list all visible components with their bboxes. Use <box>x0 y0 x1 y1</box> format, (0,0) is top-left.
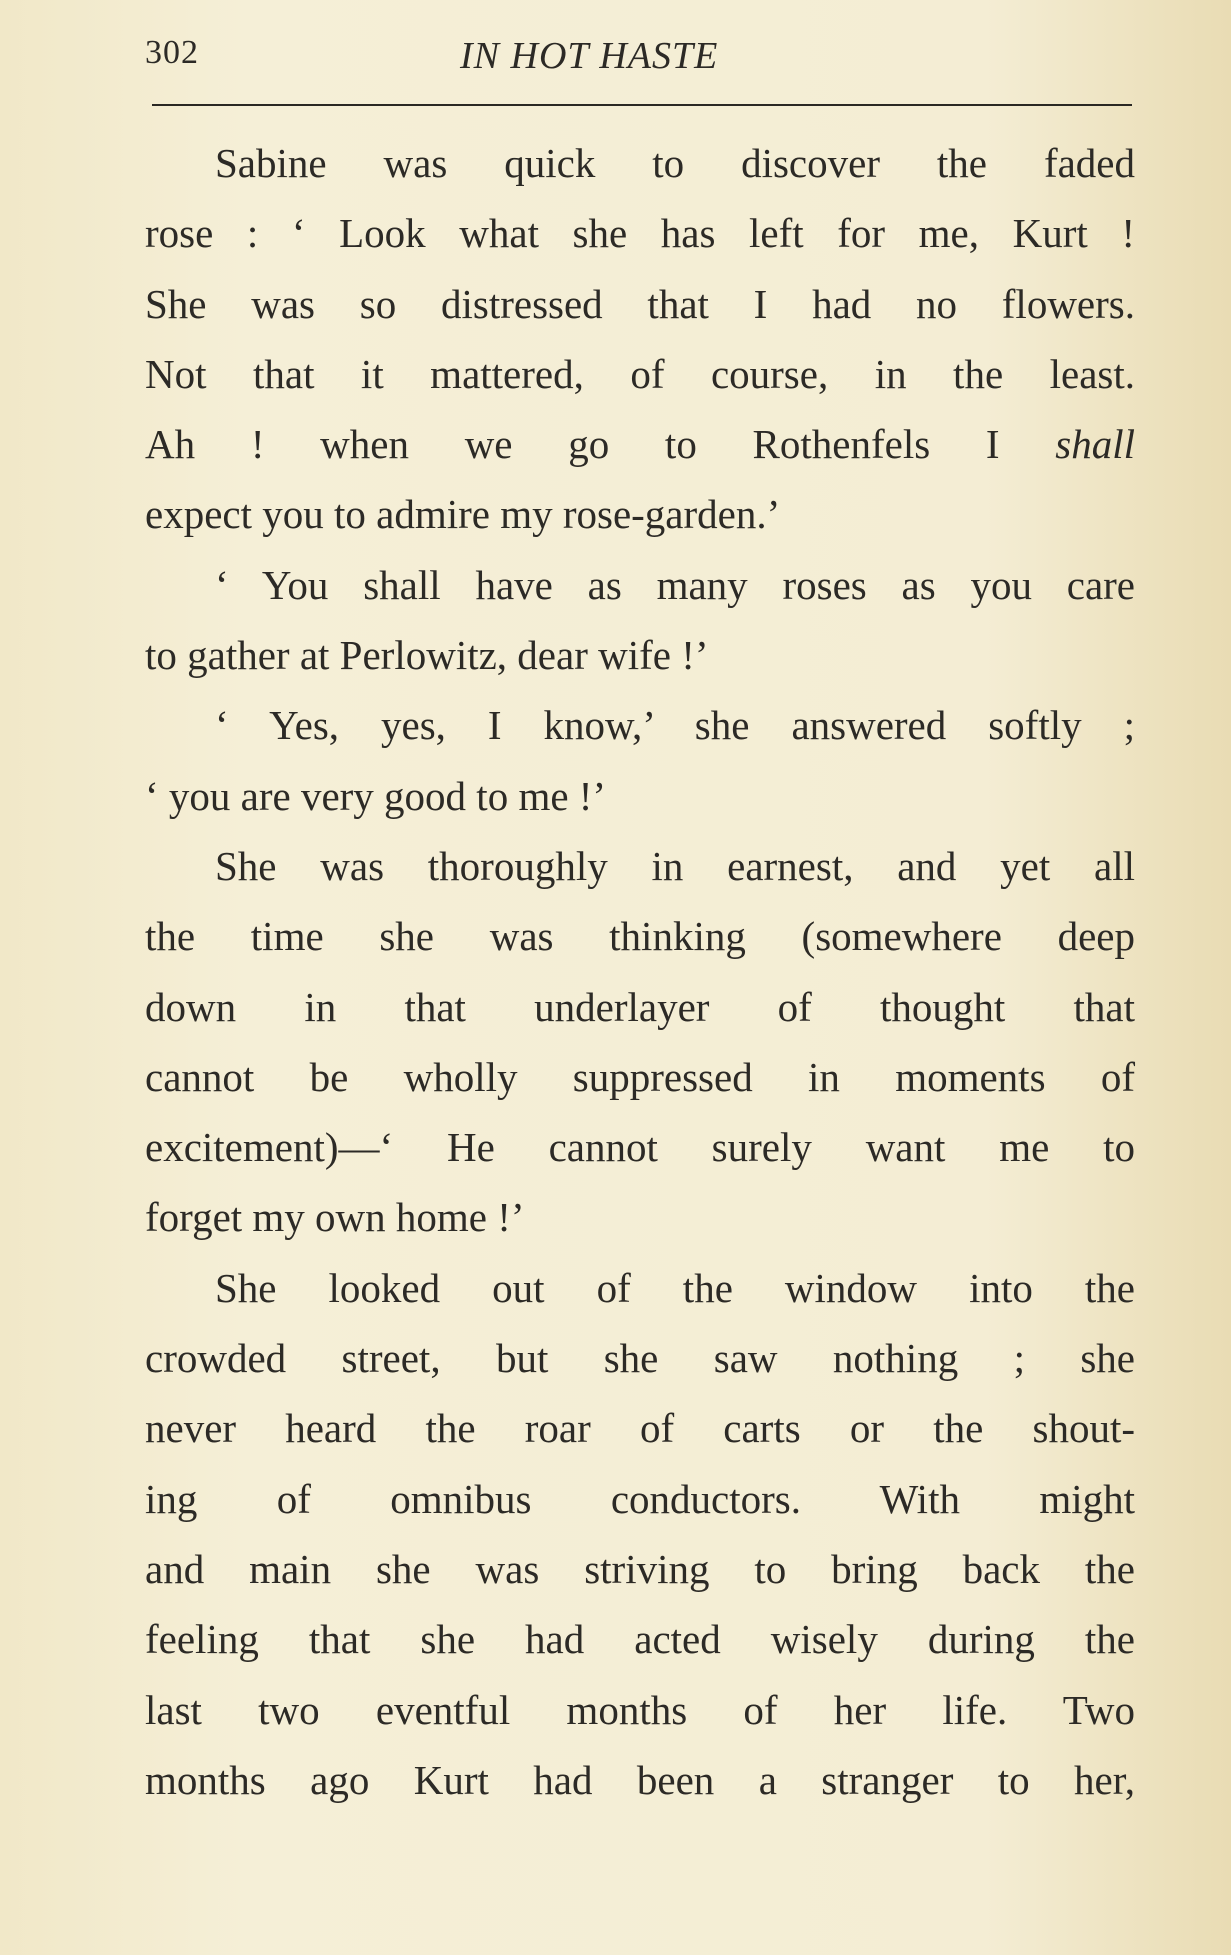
text-line: excitement)—‘ He cannot surely want me to <box>145 1124 1135 1171</box>
page-number: 302 <box>145 34 199 71</box>
text-line: down in that underlayer of thought that <box>145 983 1135 1030</box>
text-line: ‘ Yes, yes, I know,’ she answered softly ; <box>215 702 1135 749</box>
text-line: ‘ you are very good to me !’ <box>145 772 607 819</box>
text-segment: Ah ! when we go to Rothenfels I <box>145 421 1056 468</box>
text-line: She was so distressed that I had no flowers. <box>145 280 1135 327</box>
text-line: to gather at Perlowitz, dear wife !’ <box>145 632 709 679</box>
italic-word: shall <box>1055 421 1135 468</box>
text-line: forget my own home !’ <box>145 1194 525 1241</box>
text-line: ing of omnibus conductors. With might <box>145 1475 1135 1522</box>
running-title: IN HOT HASTE <box>460 35 719 77</box>
text-line: the time she was thinking (somewhere deep <box>145 913 1135 960</box>
text-line: cannot be wholly suppressed in moments of <box>145 1053 1135 1100</box>
text-line: rose : ‘ Look what she has left for me, Kurt ! <box>145 210 1135 257</box>
text-line: months ago Kurt had been a stranger to her, <box>145 1756 1135 1803</box>
text-line: She looked out of the window into the <box>215 1264 1135 1311</box>
header-rule <box>152 104 1132 106</box>
text-line <box>145 409 1135 479</box>
text-line: Sabine was quick to discover the faded <box>215 140 1135 186</box>
text-line: ‘ You shall have as many roses as you care <box>215 561 1135 608</box>
text-line: last two eventful months of her life. Two <box>145 1686 1135 1733</box>
text-line: and main she was striving to bring back the <box>145 1545 1135 1592</box>
page-header <box>145 34 1135 82</box>
body-text <box>145 128 1135 1815</box>
text-line: Not that it mattered, of course, in the least. <box>145 350 1135 397</box>
text-line: never heard the roar of carts or the shout- <box>145 1405 1135 1452</box>
text-line: feeling that she had acted wisely during the <box>145 1616 1135 1663</box>
text-line: She was thoroughly in earnest, and yet all <box>215 842 1135 889</box>
text-line: expect you to admire my rose-garden.’ <box>145 491 781 538</box>
text-line: crowded street, but she saw nothing ; she <box>145 1335 1135 1382</box>
